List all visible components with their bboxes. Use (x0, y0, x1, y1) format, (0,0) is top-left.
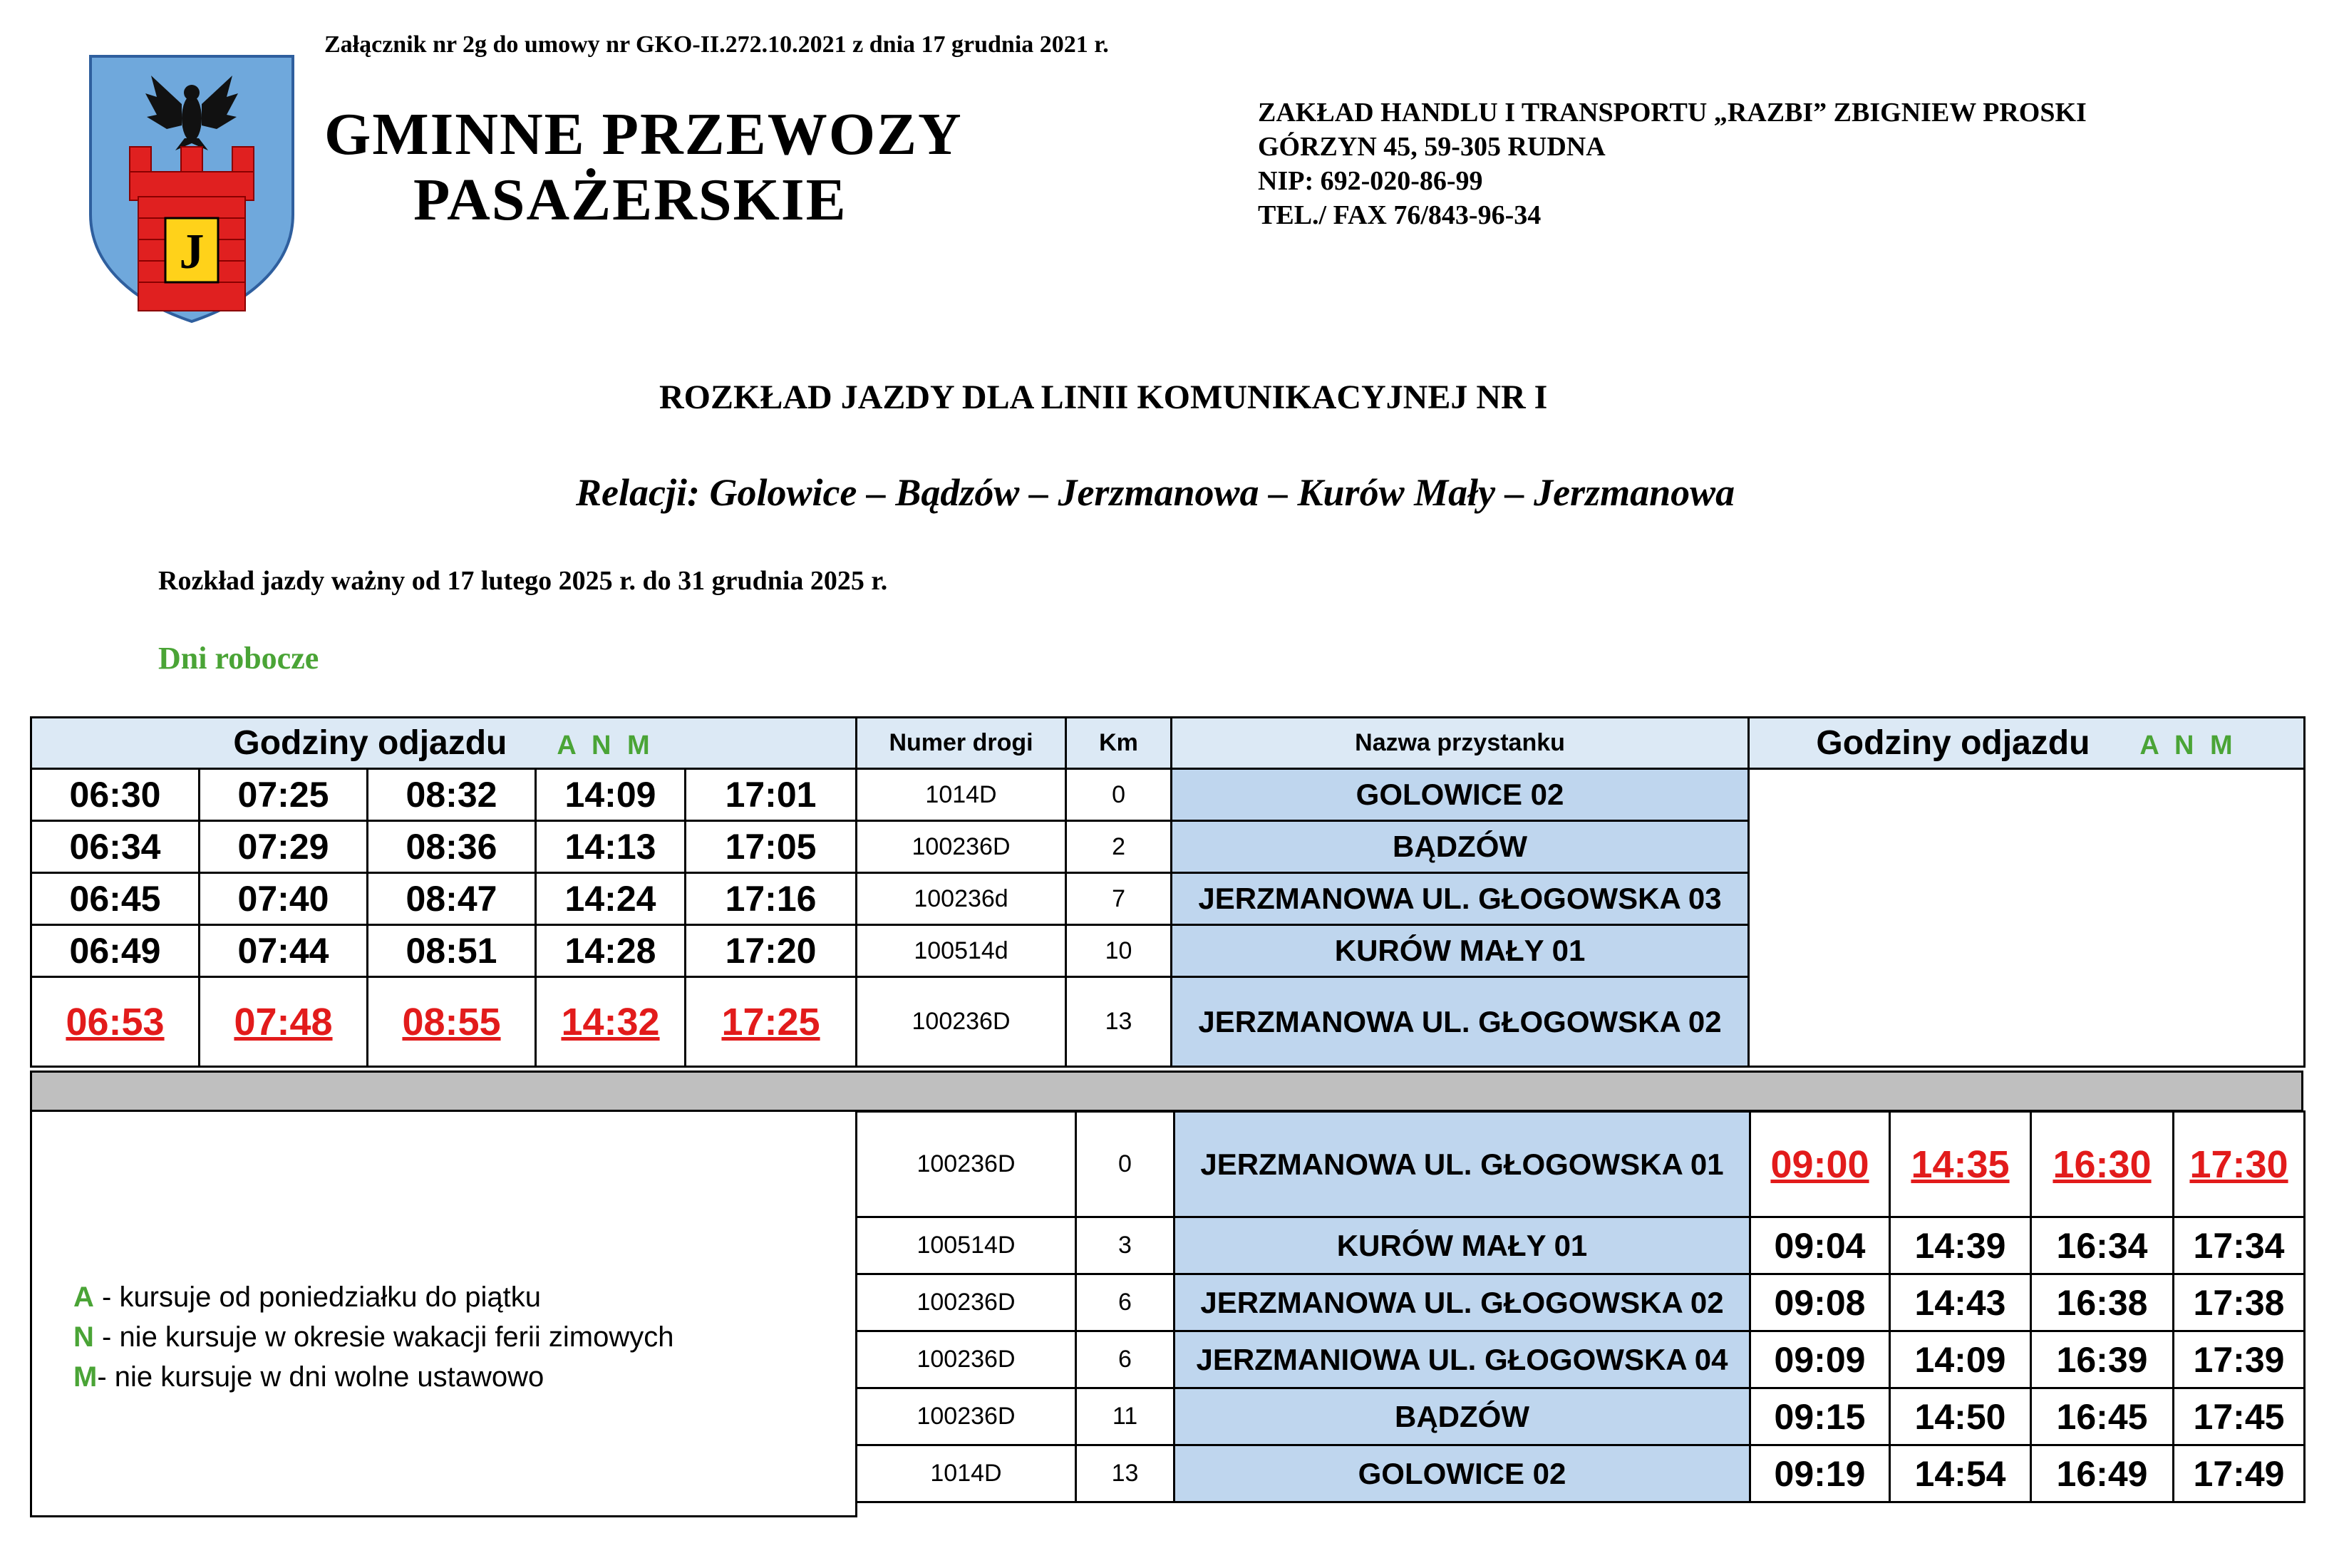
departure-time: 17:49 (2174, 1445, 2305, 1502)
departure-time: 09:04 (1750, 1217, 1890, 1274)
departure-time: 17:38 (2174, 1274, 2305, 1331)
km-header: Km (1066, 718, 1172, 769)
departures-header-left (31, 718, 857, 769)
departure-time: 14:09 (1890, 1331, 2031, 1388)
departure-time: 17:30 (2174, 1112, 2305, 1217)
company-nip: NIP: 692-020-86-99 (1258, 166, 1483, 196)
stop-name: GOLOWICE 02 (1174, 1445, 1750, 1502)
departure-time: 14:39 (1890, 1217, 2031, 1274)
departure-time: 06:45 (31, 873, 200, 925)
arrival-time: 14:32 (536, 977, 686, 1067)
departure-time: 17:16 (686, 873, 857, 925)
departure-time: 14:50 (1890, 1388, 2031, 1445)
page-title-line1: GMINNE PRZEWOZY (324, 101, 963, 167)
departure-time: 07:40 (200, 873, 368, 925)
departure-time: 14:35 (1890, 1112, 2031, 1217)
empty-return-area (1749, 769, 2305, 1067)
departure-time: 14:13 (536, 821, 686, 873)
legend-key: M (73, 1361, 98, 1393)
km-value: 7 (1066, 873, 1172, 925)
table-row (857, 1217, 2305, 1274)
anm-header-label: A N M (2139, 731, 2237, 760)
section-divider (30, 1071, 2303, 1112)
inbound-timetable (855, 1110, 2306, 1503)
departure-time: 08:47 (368, 873, 536, 925)
legend-text: - nie kursuje w okresie wakacji ferii zimowych (93, 1321, 674, 1353)
departures-header-label: Godziny odjazdu (233, 724, 507, 762)
table-row (857, 1274, 2305, 1331)
stop-name: KURÓW MAŁY 01 (1172, 925, 1749, 977)
km-value: 6 (1076, 1274, 1174, 1331)
km-value: 11 (1076, 1388, 1174, 1445)
departure-time: 16:45 (2031, 1388, 2174, 1445)
departure-time: 17:39 (2174, 1331, 2305, 1388)
stop-name: KURÓW MAŁY 01 (1174, 1217, 1750, 1274)
stop-name: JERZMANOWA UL. GŁOGOWSKA 02 (1174, 1274, 1750, 1331)
km-value: 13 (1066, 977, 1172, 1067)
company-name: ZAKŁAD HANDLU I TRANSPORTU „RAZBI” ZBIGNIEW PROSKI (1258, 98, 2087, 128)
stop-name: BĄDZÓW (1172, 821, 1749, 873)
route-relation: Relacji: Golowice – Bądzów – Jerzmanowa – Kurów Mały – Jerzmanowa (576, 471, 1735, 514)
stop-name: JERZMANOWA UL. GŁOGOWSKA 03 (1172, 873, 1749, 925)
road-number: 1014D (857, 769, 1066, 821)
stop-name: JERZMANOWA UL. GŁOGOWSKA 01 (1174, 1112, 1750, 1217)
road-number: 100236D (857, 821, 1066, 873)
logo-letter: J (179, 225, 205, 279)
km-value: 0 (1066, 769, 1172, 821)
km-value: 6 (1076, 1331, 1174, 1388)
departure-time: 16:38 (2031, 1274, 2174, 1331)
departure-time: 14:54 (1890, 1445, 2031, 1502)
road-number: 100236D (857, 1274, 1076, 1331)
departure-time: 09:15 (1750, 1388, 1890, 1445)
departure-time: 16:39 (2031, 1331, 2174, 1388)
departure-time: 17:05 (686, 821, 857, 873)
legend-text: - kursuje od poniedziałku do piątku (93, 1281, 541, 1313)
departure-time: 16:34 (2031, 1217, 2174, 1274)
arrival-time: 08:55 (368, 977, 536, 1067)
road-number: 100236D (857, 1388, 1076, 1445)
road-number-header: Numer drogi (857, 718, 1066, 769)
road-number: 1014D (857, 1445, 1076, 1502)
page-title-line2: PASAŻERSKIE (413, 167, 847, 233)
legend-key: N (73, 1321, 94, 1353)
table-row (857, 1331, 2305, 1388)
road-number: 100514d (857, 925, 1066, 977)
stop-name: JERZMANIOWA UL. GŁOGOWSKA 04 (1174, 1331, 1750, 1388)
departure-time: 08:32 (368, 769, 536, 821)
departure-time: 06:49 (31, 925, 200, 977)
departure-time: 08:51 (368, 925, 536, 977)
outbound-timetable (30, 716, 2306, 1068)
table-row (857, 1445, 2305, 1502)
legend-item (73, 1281, 541, 1314)
table-row (857, 1388, 2305, 1445)
departure-time: 09:00 (1750, 1112, 1890, 1217)
departure-time: 17:20 (686, 925, 857, 977)
km-value: 3 (1076, 1217, 1174, 1274)
departures-header-right (1749, 718, 2305, 769)
departure-time: 14:09 (536, 769, 686, 821)
departure-time: 09:19 (1750, 1445, 1890, 1502)
day-type-label: Dni robocze (158, 641, 319, 676)
road-number: 100514D (857, 1217, 1076, 1274)
km-value: 13 (1076, 1445, 1174, 1502)
departure-time: 17:01 (686, 769, 857, 821)
company-phone: TEL./ FAX 76/843-96-34 (1258, 200, 1542, 230)
departure-time: 07:29 (200, 821, 368, 873)
road-number: 100236d (857, 873, 1066, 925)
legend-text: - nie kursuje w dni wolne ustawowo (97, 1361, 544, 1393)
stop-name: GOLOWICE 02 (1172, 769, 1749, 821)
road-number: 100236D (857, 977, 1066, 1067)
road-number: 100236D (857, 1331, 1076, 1388)
timetable-heading: ROZKŁAD JAZDY DLA LINII KOMUNIKACYJNEJ NR I (659, 378, 1548, 416)
legend-item (73, 1321, 673, 1353)
arrival-time: 07:48 (200, 977, 368, 1067)
table-row (857, 1112, 2305, 1217)
departure-time: 07:44 (200, 925, 368, 977)
departure-time: 06:30 (31, 769, 200, 821)
annex-note: Załącznik nr 2g do umowy nr GKO-II.272.10.2021 z dnia 17 grudnia 2021 r. (324, 31, 1109, 58)
km-value: 2 (1066, 821, 1172, 873)
departure-time: 16:30 (2031, 1112, 2174, 1217)
arrival-time: 17:25 (686, 977, 857, 1067)
validity-note: Rozkład jazdy ważny od 17 lutego 2025 r. do 31 grudnia 2025 r. (158, 566, 888, 596)
legend-item (73, 1361, 544, 1393)
departure-time: 14:43 (1890, 1274, 2031, 1331)
km-value: 0 (1076, 1112, 1174, 1217)
stop-name-header: Nazwa przystanku (1172, 718, 1749, 769)
table-row (31, 769, 2305, 821)
departure-time: 09:08 (1750, 1274, 1890, 1331)
arrival-time: 06:53 (31, 977, 200, 1067)
stop-name: BĄDZÓW (1174, 1388, 1750, 1445)
legend (30, 1110, 857, 1517)
departure-time: 14:24 (536, 873, 686, 925)
anm-header-label: A N M (557, 731, 654, 760)
company-address: GÓRZYN 45, 59-305 RUDNA (1258, 132, 1606, 162)
km-value: 10 (1066, 925, 1172, 977)
stop-name: JERZMANOWA UL. GŁOGOWSKA 02 (1172, 977, 1749, 1067)
legend-key: A (73, 1281, 94, 1313)
coat-of-arms-logo (88, 54, 295, 324)
departure-time: 08:36 (368, 821, 536, 873)
departure-time: 06:34 (31, 821, 200, 873)
departure-time: 16:49 (2031, 1445, 2174, 1502)
departure-time: 17:34 (2174, 1217, 2305, 1274)
departure-time: 09:09 (1750, 1331, 1890, 1388)
departure-time: 07:25 (200, 769, 368, 821)
road-number: 100236D (857, 1112, 1076, 1217)
departure-time: 14:28 (536, 925, 686, 977)
departures-header-label: Godziny odjazdu (1816, 724, 2090, 762)
departure-time: 17:45 (2174, 1388, 2305, 1445)
